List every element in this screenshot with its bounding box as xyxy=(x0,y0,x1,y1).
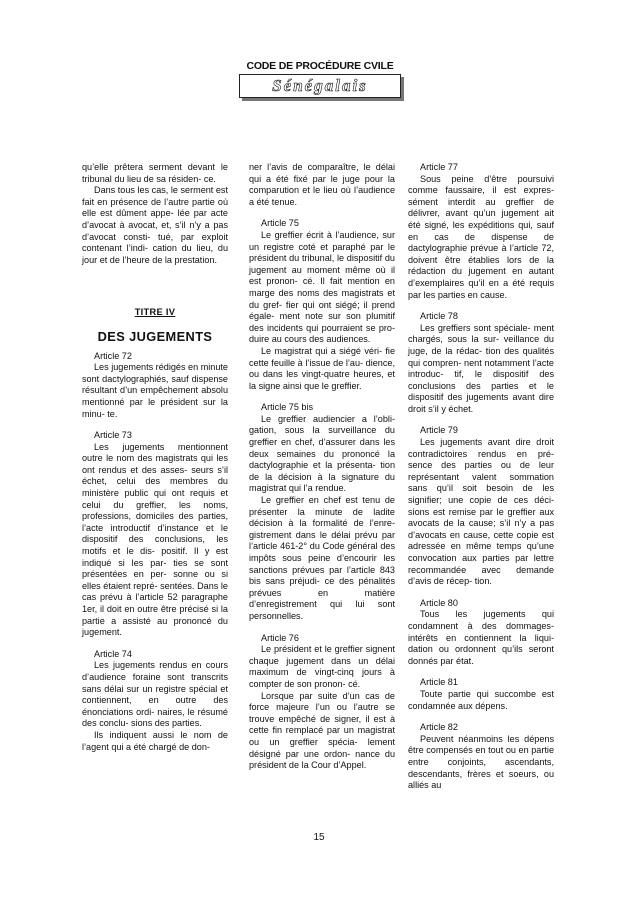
code-title: CODE DE PROCÉDURE CVILE xyxy=(246,60,394,72)
paragraph: qu’elle prêtera serment devant le tribunal du lieu de sa résiden- ce. xyxy=(82,162,228,184)
text-column-left xyxy=(82,162,228,753)
article-text: Les greffiers sont spéciale- ment chargés, sous la sur- veillance du juge, de la rédac- tion des qualités qui compren- nent notamment l’acte introduc- tif, le dispositif des conclusions des parties et le dispositif des jugements avant dire droit s’il y échet. xyxy=(408,322,554,414)
article-heading: Article 72 xyxy=(94,350,132,361)
article-text: Les jugements avant dire droit contradictoires rendus en pré- sence des parties ou de leur représentant valent sommation sans qu’il soit besoin de les signifier; une copie de ces déci- sions est remise par le greffier aux avocats de la cause; s’il n’y a pas d’avocats en cause, cette copie est adressée en même temps qu’une convocation aux parties par lettre recommandée avec demande d’avis de récep- tion. xyxy=(408,437,554,587)
article-heading: Article 77 xyxy=(420,162,458,172)
article-text: Lorsque par suite d’un cas de force majeure l’un ou l’autre se trouve empêché de signer, il est à cette fin remplacé par un magistrat ou un greffier spécia- lement désigné par une ordon- nance du président de la Cour d’Appel. xyxy=(249,690,395,771)
titre-heading: TITRE IV xyxy=(134,307,176,318)
article-heading: Article 76 xyxy=(261,632,299,643)
article-heading: Article 82 xyxy=(420,722,458,733)
article-text: Toute partie qui succombe est condamnée aux dépens. xyxy=(408,688,554,711)
code-subtitle: Sénégalais xyxy=(272,76,368,95)
section-heading: DES JUGEMENTS xyxy=(97,328,213,344)
article-text: Le greffier audiencier a l’obli- gation, sous la surveillance du greffier en chef, d’assurer dans les deux semaines du prononcé la dactylographie et la présenta- tion de la décision à la signature du magistrat qui l’a rendue. xyxy=(249,413,395,494)
article-heading: Article 78 xyxy=(420,311,458,322)
article-heading: Article 74 xyxy=(94,648,132,659)
article-text: Peuvent néanmoins les dépens être compensés en tout ou en partie entre conjoints, ascendants, descendants, frères et soeurs, ou alliés au xyxy=(408,733,554,791)
article-heading: Article 80 xyxy=(420,597,458,608)
article-heading: Article 81 xyxy=(420,677,458,688)
article-text: Le greffier écrit à l’audience, sur un registre coté et paraphé par le président du tribunal, le dispositif du jugement au moment même où il est pronon- cé. Il fait mention en marge des noms des magistrats et du gref- fier qui ont siégé; il prend égale- ment note sur son plumitif des incidents qui pourraient se pro- duire au cours des audiences. xyxy=(249,229,395,345)
page-header xyxy=(236,60,404,98)
article-text: Le président et le greffier signent chaque jugement dans un délai maximum de vingt-cinq jours à compter de son pronon- cé. xyxy=(249,644,395,689)
article-text: Sous peine d’être poursuivi comme faussaire, il est expres- sément interdit au greffier de délivrer, avant qu’un jugement ait été signé, les expéditions qui, sauf en cas de dispense de dactylographie prévue à l’article 72, doivent être établies lors de la rédaction du jugement en autant d’exemplaires qu’il en a été requis par les parties en cause. xyxy=(408,173,554,300)
article-text: Ils indiquent aussi le nom de l’agent qui a été chargé de don- xyxy=(82,729,228,752)
article-heading: Article 79 xyxy=(420,425,458,436)
paragraph: ner l’avis de comparaître, le délai qui a été fixé par le juge pour la comparution et le lieu où l’audience a été tenue. xyxy=(249,162,395,207)
article-heading: Article 73 xyxy=(94,430,132,441)
article-text: Tous les jugements qui condamnent à des dommages- intérêts en contiennent la liqui- dation ou ordonnent qu’ils seront donnés par état. xyxy=(408,609,554,666)
subtitle-box xyxy=(239,74,401,98)
paragraph: Dans tous les cas, le serment est fait en présence de l’autre partie où elle est dûment appe- lée par acte d’avocat à avocat, et, s’il n’y a pas d’avocat consti- tué, par exploit contenant l’indi- cation du lieu, du jour et de l’heure de la prestation. xyxy=(82,185,228,265)
article-text: Les jugements rendus en cours d’audience foraine sont transcrits sans délai sur un registre spécial et contiennent, en outre des énonciations ordi- naires, le résumé des conclu- sions des parties. xyxy=(82,660,228,729)
article-heading: Article 75 xyxy=(261,218,299,229)
text-column-right xyxy=(408,162,554,792)
article-text: Le magistrat qui a siégé véri- fie cette feuille à l’issue de l’au- dience, ou dans les vingt-quatre heures, et la signe ainsi que le greffier. xyxy=(249,345,395,391)
text-column-middle xyxy=(249,162,395,772)
article-text: Les jugements rédigés en minute sont dactylographiés, sauf dispense résultant d’un empêchement absolu mentionné par le président sur la minu- te. xyxy=(82,362,228,419)
page-number: 15 xyxy=(313,832,325,843)
article-heading: Article 75 bis xyxy=(261,402,314,413)
article-text: Le greffier en chef est tenu de présenter la minute de ladite décision à la formalité de l’enre- gistrement dans le délai prévu par l’article 461-2° du Code général des impôts sous peine d’encourir les sanctions prévues par l’article 843 bis sans préjudi- ce des pénalités prévues en matière d’enregistrement qui lui sont personnelles. xyxy=(249,495,395,621)
article-text: Les jugements mentionnent outre le nom des magistrats qui les ont rendus et des asses- seurs s’il échet, celui des membres du ministère public qui ont requis et celui du greffier, les noms, professions, domiciles des parties, l’acte introductif d’instance et le dispositif des conclusions, les motifs et le dis- positif. Il y est indiqué si les par- ties se sont présentées en per- sonne ou si elles étaient repré- sentées. Dans le cas prévu à l’article 52 paragraphe 1er, il doit en outre être précisé si la partie a assisté au prononcé du jugement. xyxy=(82,441,228,638)
